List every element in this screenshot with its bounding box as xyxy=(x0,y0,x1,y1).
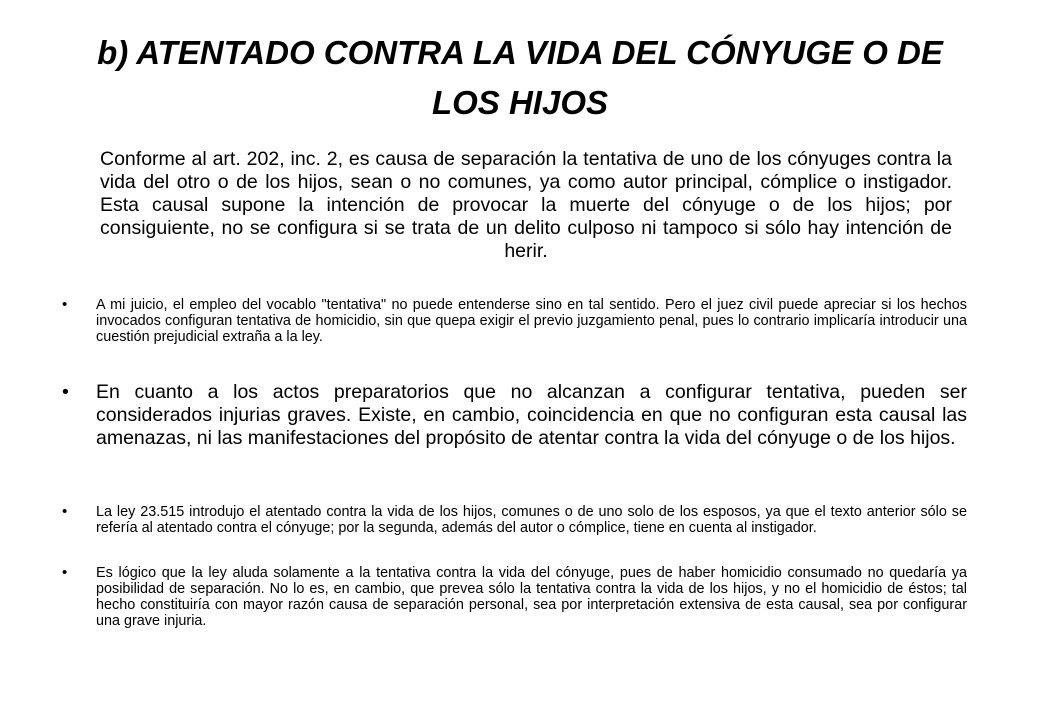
bullet-text: En cuanto a los actos preparatorios que no alcanzan a configurar tentativa, pueden ser considerados injurias graves. Existe, en cambio, coincidencia en que no configuran esta causal las amenazas, ni las manifestaciones del propósito de atentar contra la vida del cónyuge o de los hijos. xyxy=(96,381,967,449)
bullet-text: La ley 23.515 introdujo el atentado contra la vida de los hijos, comunes o de uno solo de los esposos, ya que el texto anterior sólo se refería al atentado contra el cónyuge; por la segunda, además del autor o cómplice, tiene en cuenta al instigador. xyxy=(96,504,967,536)
bullet-item xyxy=(62,565,967,629)
bullet-icon: • xyxy=(62,503,68,520)
bullet-text: A mi juicio, el empleo del vocablo "tentativa" no puede entenderse sino en tal sentido. Pero el juez civil puede apreciar si los hechos invocados configuran tentativa de homicidio, sin que quepa exigir el previo juzgamiento penal, pues lo contrario implicaría introducir una cuestión prejudicial extraña a la ley. xyxy=(96,297,967,345)
intro-paragraph: Conforme al art. 202, inc. 2, es causa de separación la tentativa de uno de los cónyuges contra la vida del otro o de los hijos, sean o no comunes, ya como autor principal, cómplice o instigador. Esta causal supone la intención de provocar la muerte del cónyuge o de los hijos; por consiguiente, no se configura si se trata de un delito culposo ni tampoco si sólo hay intención de herir. xyxy=(100,148,952,262)
bullet-item xyxy=(62,297,967,345)
bullet-text: Es lógico que la ley aluda solamente a la tentativa contra la vida del cónyuge, pues de haber homicidio consumado no quedaría ya posibilidad de separación. No lo es, en cambio, que prevea sólo la tentativa contra la vida de los hijos, y no el homicidio de éstos; tal hecho constituiría con mayor razón causa de separación personal, sea por interpretación extensiva de esta causal, sea por configurar una grave injuria. xyxy=(96,565,967,629)
bullet-icon: • xyxy=(62,296,68,313)
bullet-item xyxy=(62,381,967,450)
bullet-icon: • xyxy=(62,381,69,403)
bullet-icon: • xyxy=(62,564,68,581)
bullet-item xyxy=(62,504,967,536)
slide-title: b) ATENTADO CONTRA LA VIDA DEL CÓNYUGE O DE LOS HIJOS xyxy=(97,34,943,121)
